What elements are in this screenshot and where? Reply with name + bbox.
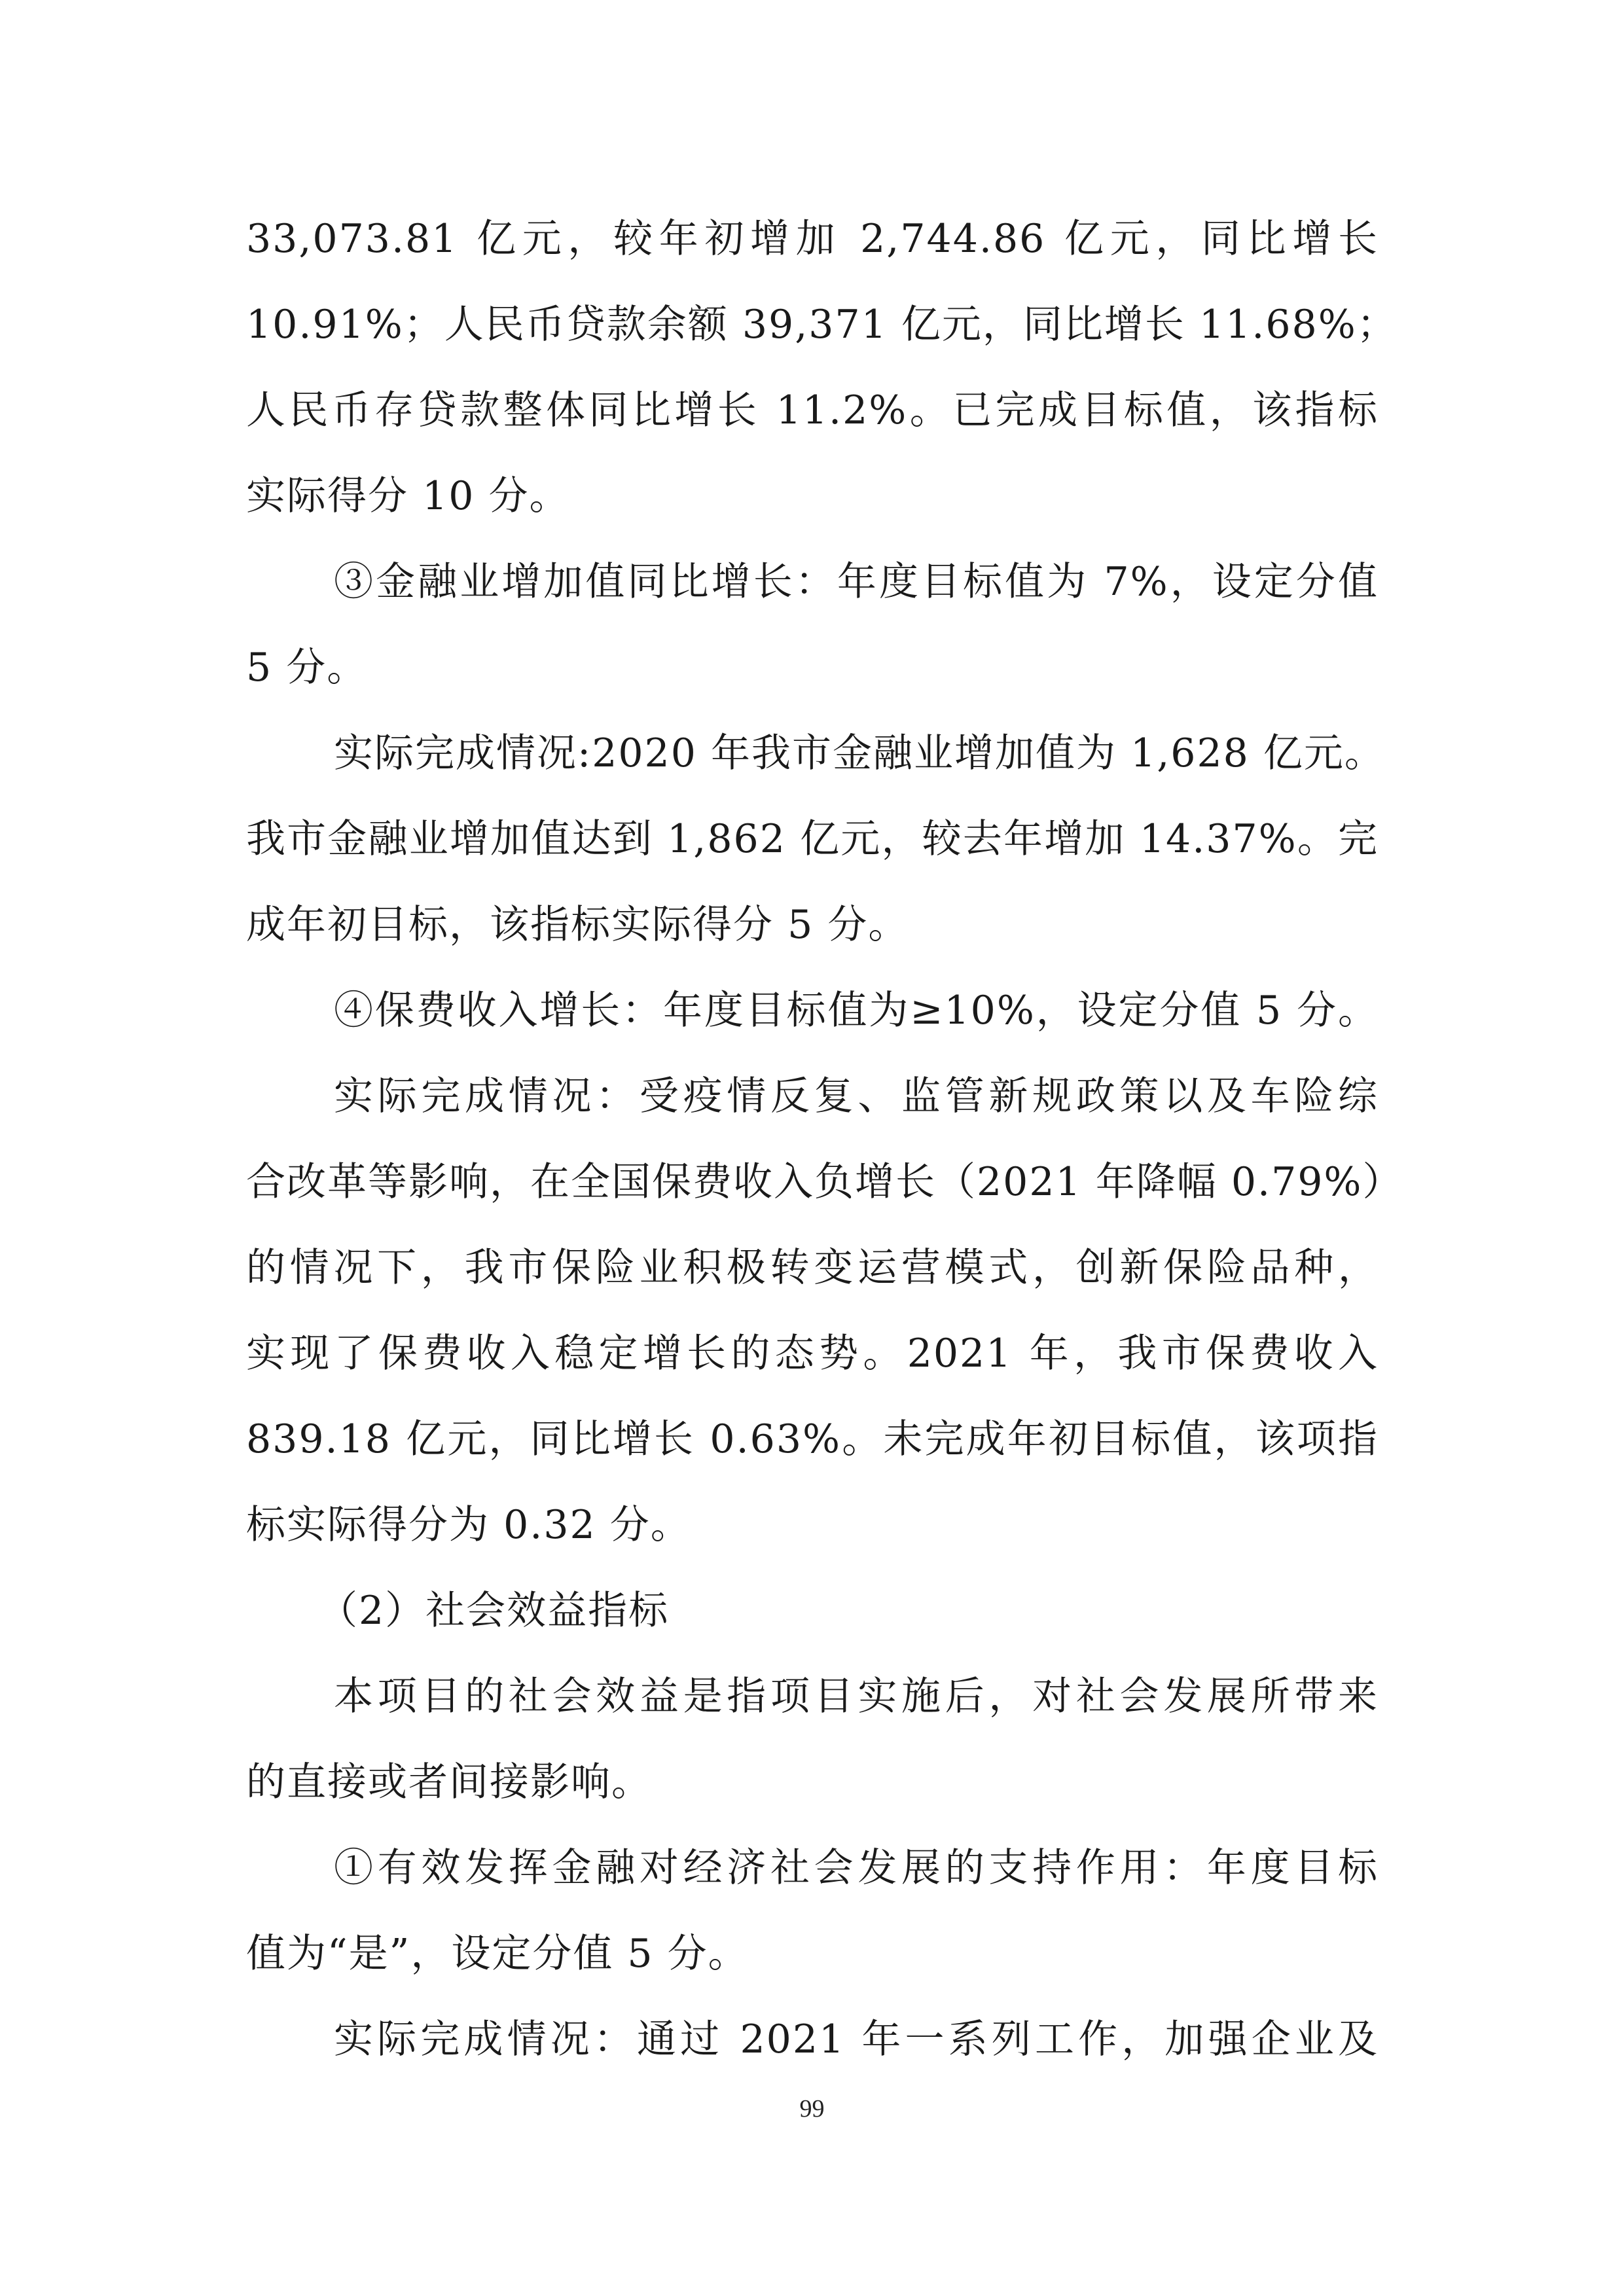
paragraph-line: 人民币存贷款整体同比增长 11.2%。已完成目标值，该指标	[246, 387, 1379, 433]
paragraph-line: 实际完成情况:2020 年我市金融业增加值为 1,628 亿元。	[334, 730, 1385, 776]
paragraph-line: 成年初目标，该指标实际得分 5 分。	[246, 902, 909, 948]
paragraph-line: 实际完成情况：通过 2021 年一系列工作，加强企业及	[334, 2017, 1379, 2062]
paragraph-line: 值为“是”，设定分值 5 分。	[246, 1931, 749, 1977]
section-heading: （2）社会效益指标	[318, 1588, 670, 1634]
paragraph-line: 的情况下，我市保险业积极转变运营模式，创新保险品种，	[246, 1245, 1379, 1291]
page-number: 99	[799, 2095, 825, 2123]
paragraph-line: 实际得分 10 分。	[246, 473, 570, 519]
paragraph-line: 实际完成情况：受疫情反复、监管新规政策以及车险综	[334, 1073, 1379, 1119]
paragraph-line: 839.18 亿元，同比增长 0.63%。未完成年初目标值，该项指	[246, 1416, 1379, 1462]
paragraph-line: 我市金融业增加值达到 1,862 亿元，较去年增加 14.37%。完	[246, 816, 1379, 862]
body-text	[246, 196, 1403, 2083]
paragraph-line: 的直接或者间接影响。	[246, 1759, 652, 1805]
paragraph-line: 合改革等影响，在全国保费收入负增长（2021 年降幅 0.79%）	[246, 1159, 1403, 1205]
paragraph-line: ③金融业增加值同比增长：年度目标值为 7%，设定分值	[334, 559, 1379, 605]
paragraph-line: 本项目的社会效益是指项目实施后，对社会发展所带来	[334, 1674, 1379, 1719]
paragraph-line: ①有效发挥金融对经济社会发展的支持作用：年度目标	[334, 1845, 1379, 1891]
paragraph-line: 标实际得分为 0.32 分。	[246, 1502, 691, 1548]
paragraph-line: 5 分。	[246, 645, 368, 691]
paragraph-line: 实现了保费收入稳定增长的态势。2021 年，我市保费收入	[246, 1331, 1379, 1376]
paragraph-line: ④保费收入增长：年度目标值为≥10%，设定分值 5 分。	[334, 988, 1379, 1033]
paragraph-line: 10.91%；人民币贷款余额 39,371 亿元，同比增长 11.68%；	[246, 302, 1398, 348]
paragraph-line: 33,073.81 亿元，较年初增加 2,744.86 亿元，同比增长	[246, 216, 1379, 262]
